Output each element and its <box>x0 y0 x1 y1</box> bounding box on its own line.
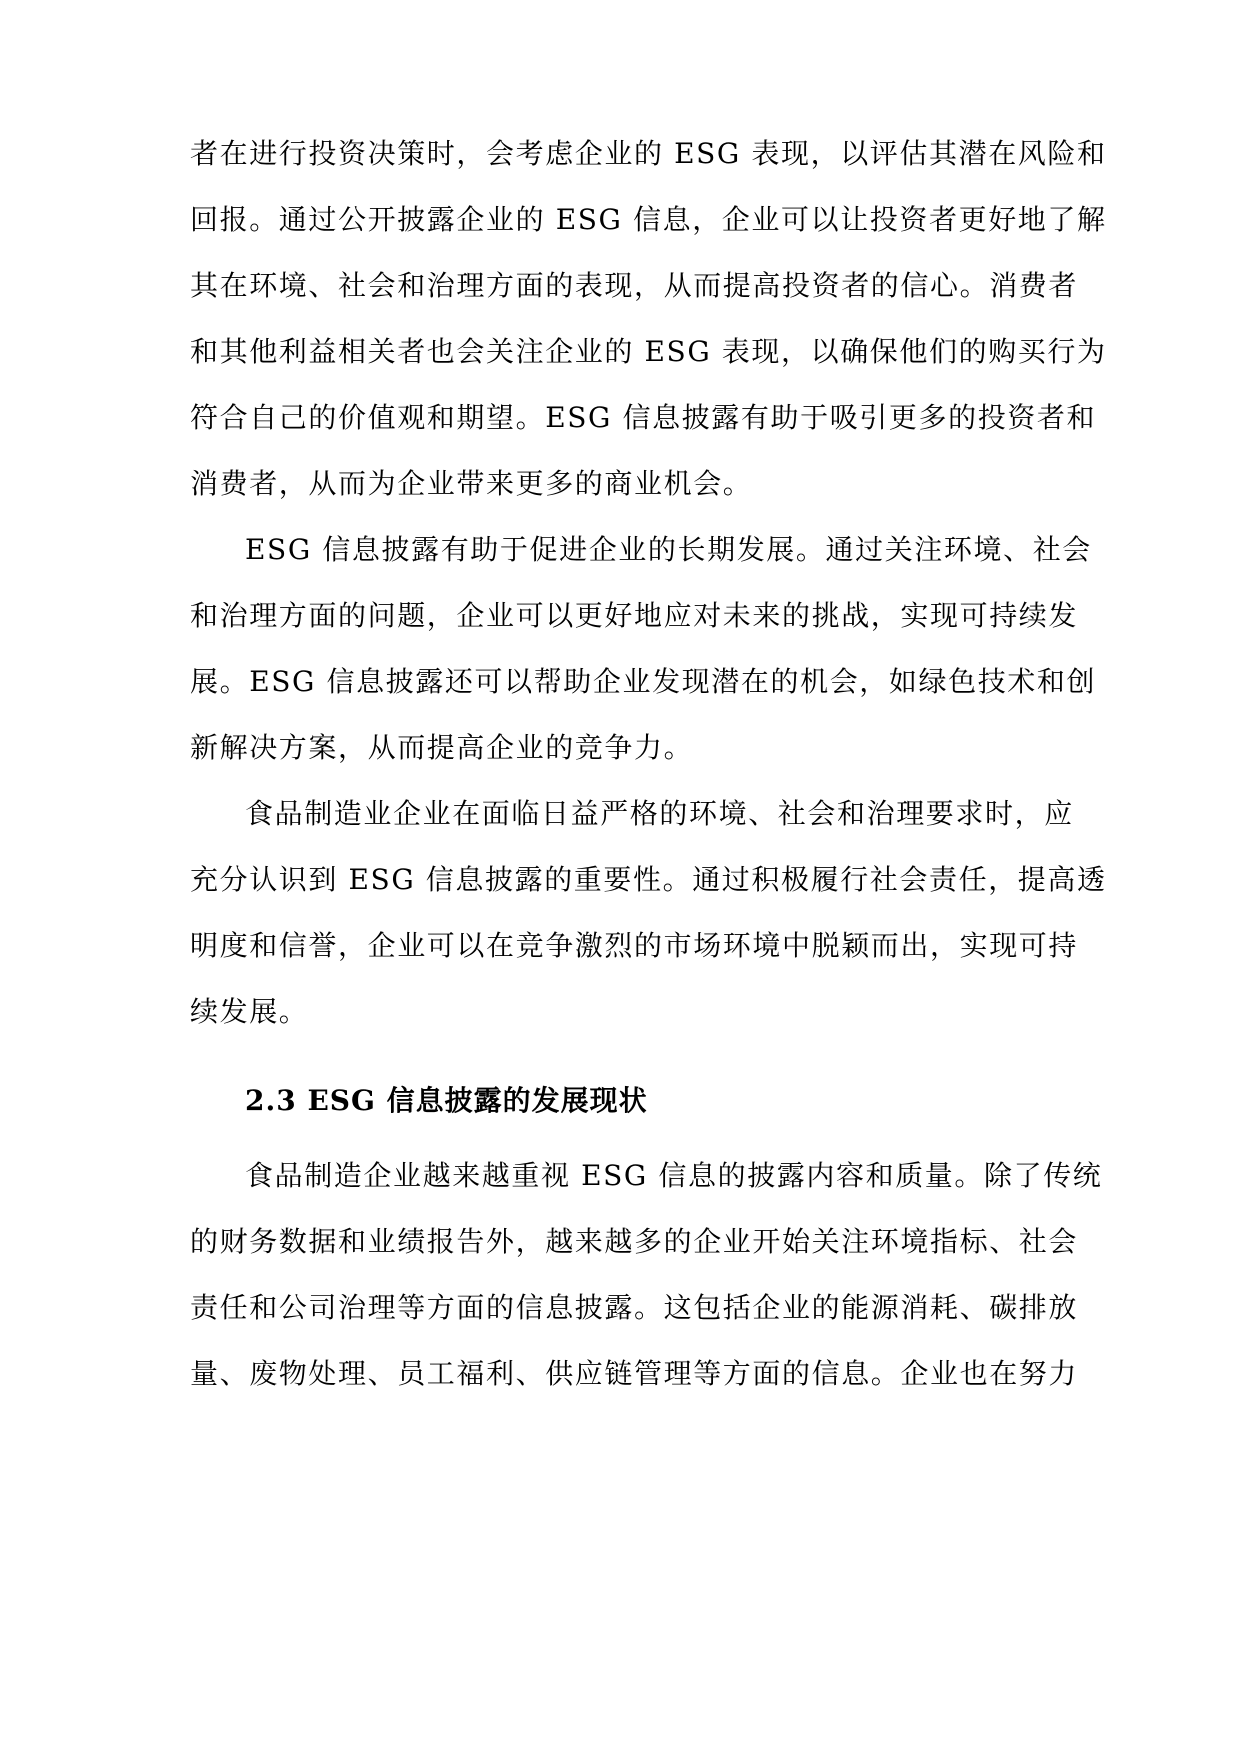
paragraph-1-line-5: 符合自己的价值观和期望。ESG 信息披露有助于吸引更多的投资者和 <box>190 401 1097 434</box>
paragraph-2-line-3: 展。ESG 信息披露还可以帮助企业发现潜在的机会，如绿色技术和创 <box>190 665 1097 698</box>
paragraph-2-line-1: ESG 信息披露有助于促进企业的长期发展。通过关注环境、社会 <box>245 533 1092 566</box>
paragraph-1-line-2: 回报。通过公开披露企业的 ESG 信息，企业可以让投资者更好地了解 <box>190 203 1107 236</box>
section-heading: 2.3 ESG 信息披露的发展现状 <box>245 1084 648 1117</box>
paragraph-4-line-4: 量、废物处理、员工福利、供应链管理等方面的信息。企业也在努力 <box>190 1357 1079 1390</box>
paragraph-3-line-2: 充分认识到 ESG 信息披露的重要性。通过积极履行社会责任，提高透 <box>190 863 1107 896</box>
paragraph-4-line-1: 食品制造企业越来越重视 ESG 信息的披露内容和质量。除了传统 <box>245 1159 1103 1192</box>
paragraph-1-line-4: 和其他利益相关者也会关注企业的 ESG 表现，以确保他们的购买行为 <box>190 335 1107 368</box>
paragraph-4-line-3: 责任和公司治理等方面的信息披露。这包括企业的能源消耗、碳排放 <box>190 1291 1079 1324</box>
paragraph-2-line-2: 和治理方面的问题，企业可以更好地应对未来的挑战，实现可持续发 <box>190 599 1079 632</box>
paragraph-1-line-3: 其在环境、社会和治理方面的表现，从而提高投资者的信心。消费者 <box>190 269 1079 302</box>
paragraph-4-line-2: 的财务数据和业绩报告外，越来越多的企业开始关注环境指标、社会 <box>190 1225 1079 1258</box>
paragraph-3-line-4: 续发展。 <box>190 995 309 1028</box>
paragraph-2-line-4: 新解决方案，从而提高企业的竞争力。 <box>190 731 694 764</box>
paragraph-3-line-3: 明度和信誉，企业可以在竞争激烈的市场环境中脱颖而出，实现可持 <box>190 929 1079 962</box>
paragraph-1-line-6: 消费者，从而为企业带来更多的商业机会。 <box>190 467 753 500</box>
paragraph-1-line-1: 者在进行投资决策时，会考虑企业的 ESG 表现，以评估其潜在风险和 <box>190 137 1107 170</box>
paragraph-3-line-1: 食品制造业企业在面临日益严格的环境、社会和治理要求时，应 <box>245 797 1074 830</box>
